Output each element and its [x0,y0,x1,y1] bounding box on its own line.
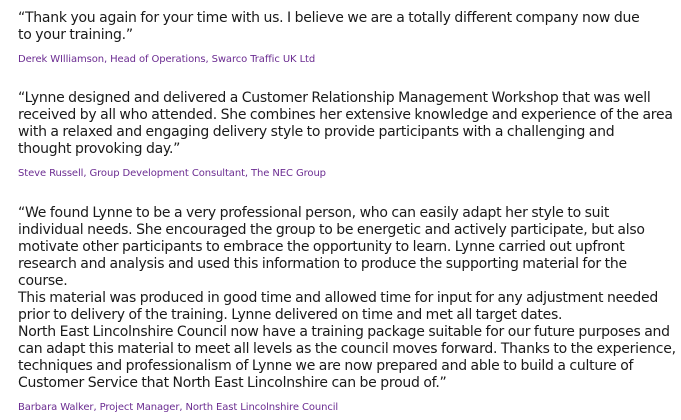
testimonial-quote: “Lynne designed and delivered a Customer Relationship Management Workshop that was well received by all who attended. She combines her extensive knowledge and experience of the area with a relaxed and engaging delivery style to provide participants with a challenging and thought provoking day.” [18,90,673,157]
testimonial-quote: “We found Lynne to be a very professional person, who can easily adapt her style to suit individual needs. She encouraged the group to be energetic and actively participate, but also motivate other participants to embrace the opportunity to learn. Lynne carried out upfront research and analysis and used this information to produce the supporting material for the course. This material was produced in good time and allowed time for input for any adjustment needed prior to delivery of the training. Lynne delivered on time and met all target dates. North East Lincolnshire Council now have a training package suitable for our future purposes and can adapt this material to meet all levels as the council moves forward. Thanks to the experience, techniques and professionalism of Lynne we are now prepared and able to build a culture of Customer Service that North East Lincolnshire can be proud of.” [18,205,676,391]
testimonial-attribution: Barbara Walker, Project Manager, North East Lincolnshire Council [18,402,339,413]
testimonial-williamson [18,10,678,66]
testimonial-attribution: Steve Russell, Group Development Consultant, The NEC Group [18,168,326,179]
testimonial-attribution: Derek WIlliamson, Head of Operations, Swarco Traffic UK Ltd [18,54,316,65]
testimonial-quote: “Thank you again for your time with us. I believe we are a totally different company now due to your training.” [18,10,640,43]
testimonial-walker [18,205,678,414]
testimonial-russell [18,90,678,180]
